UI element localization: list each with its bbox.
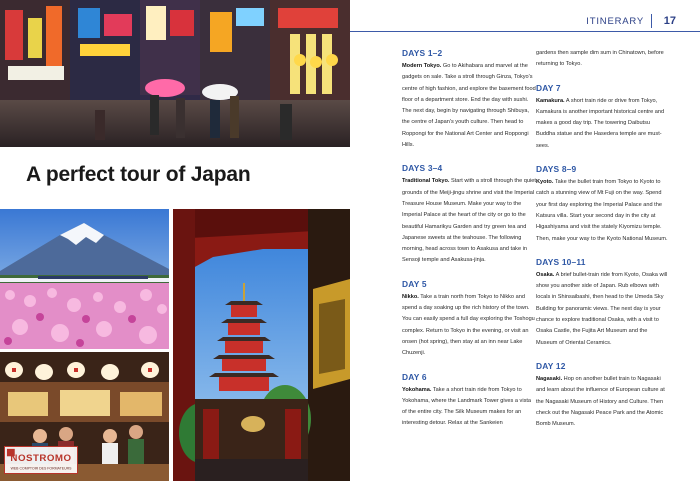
day-details: A brief bullet-train ride from Kyoto, Osaka will show you another side of Japan. Rub elbows with locals in Shinsaibashi, then head to the Umeda Sky Building for panoramic views. The next day is your chance to explore traditional Osaka, with a visit to Osaka Castle, the Fujita Art Museum and the Museum of Oriental Ceramics. xyxy=(536,271,668,346)
day-destination: Yokohama. xyxy=(402,386,432,393)
day-description xyxy=(536,177,670,245)
itinerary-day xyxy=(402,48,536,151)
svg-text:WEB COMPTOIR DES FORMATEURS: WEB COMPTOIR DES FORMATEURS xyxy=(10,466,72,471)
day-description xyxy=(402,385,536,430)
day-details: Take a short train ride from Tokyo to Yokohama, where the Landmark Tower gives a vista of the entire city. The Silk Museum makes for an interesting detour. Relax at the Sankeien xyxy=(402,386,532,427)
day-heading: DAYS 3–4 xyxy=(402,163,443,174)
itinerary-day xyxy=(536,164,670,245)
day-description xyxy=(536,270,670,349)
day-heading: DAY 5 xyxy=(402,278,427,289)
day-details: Take a train north from Tokyo to Nikko and spend a day soaking up the rich history of the town. You can easily spend a full day exploring the Toshogu complex. Return to Tokyo in the evening, or visit an onsen (hot spring), then stay at an inn near Lake Chuzenji. xyxy=(402,293,535,357)
itinerary-day xyxy=(536,361,670,430)
sensoji-pagoda-photo xyxy=(173,209,350,481)
page-number: 17 xyxy=(663,15,676,27)
day-details: Take the bullet train from Tokyo to Kyoto to catch a stunning view of Mt Fuji on the way. Spend your first day exploring the Imperial Palace and the Katsura villa. Start your second day in the city at Higashiyama and visit the stately Kiyomizu temple. Then, make your way to the Kyoto National Museum. xyxy=(536,179,668,242)
day-heading: DAYS 10–11 xyxy=(536,256,586,267)
day-heading: DAY 7 xyxy=(536,82,561,93)
day-details: Hop on another bullet train to Nagasaki and learn about the influence of European culture at the Nagasaki Museum of History and Culture. Then check out the Nagasaki Peace Park and the Atomic Bomb Museum. xyxy=(536,375,665,428)
day-description xyxy=(402,292,536,360)
page-title: A perfect tour of Japan xyxy=(26,163,251,186)
itinerary-day xyxy=(536,257,670,349)
day-destination: Traditional Tokyo. xyxy=(402,178,450,185)
day-details: Start with a stroll through the quiet grounds of the Meiji-jingu shrine and visit the Imperial Treasure House Museum. Make your way to the Imperial Palace at the heart of the city or go to the beautiful Hamarikyu Garden and try green tea and Japanese sweets at the teahouse. The following morning, head across town to Asakusa and take in Sensoji temple and Asakusa-jinja. xyxy=(402,178,536,264)
day-description xyxy=(402,61,536,151)
day-heading: DAYS 1–2 xyxy=(402,48,443,58)
mount-fuji-photo xyxy=(0,209,169,349)
right-page xyxy=(350,0,700,481)
svg-text:NOSTROMO: NOSTROMO xyxy=(10,453,72,464)
itinerary-column-1 xyxy=(402,48,536,442)
day-continuation: gardens then sample dim sum in Chinatown, before returning to Tokyo. xyxy=(536,50,664,68)
day-destination: Nagasaki. xyxy=(536,375,563,382)
day-description xyxy=(536,96,670,152)
day-destination: Kyoto. xyxy=(536,179,554,186)
nostromo-logo xyxy=(4,446,78,474)
tokyo-street-photo xyxy=(0,0,350,147)
day-heading: DAYS 8–9 xyxy=(536,164,577,175)
day-description xyxy=(536,374,670,430)
day-details: A short train ride or drive from Tokyo, Kamakura is another important historical centre and makes a good day trip. The towering Daibutsu Buddha statue and the Hasedera temple are must-sees. xyxy=(536,97,665,149)
day-destination: Modern Tokyo. xyxy=(402,63,442,69)
day-description xyxy=(402,176,536,266)
section-header: ITINERARY xyxy=(586,16,644,27)
header-divider xyxy=(651,14,652,28)
day-destination: Nikko. xyxy=(402,293,419,300)
header-rule xyxy=(350,31,700,32)
itinerary-day xyxy=(536,83,670,152)
day-details: Go to Akihabara and marvel at the gadgets on sale. Take a stroll through Ginza, Tokyo's centre of high fashion, and explore the basement food floor of a department store. End the day with sushi. The next day, begin by navigating through Shibuya, the centre of Japan's youth culture. Then head to Roppongi for the National Art Center and Roppongi Hills. xyxy=(402,63,536,149)
itinerary-day xyxy=(402,372,536,430)
day-heading: DAY 12 xyxy=(536,360,566,371)
itinerary-column-2 xyxy=(536,48,670,442)
day-destination: Kamakura. xyxy=(536,97,565,104)
day-heading: DAY 6 xyxy=(402,371,427,382)
itinerary-day xyxy=(402,279,536,360)
itinerary-day xyxy=(402,163,536,266)
day-destination: Osaka. xyxy=(536,271,555,278)
